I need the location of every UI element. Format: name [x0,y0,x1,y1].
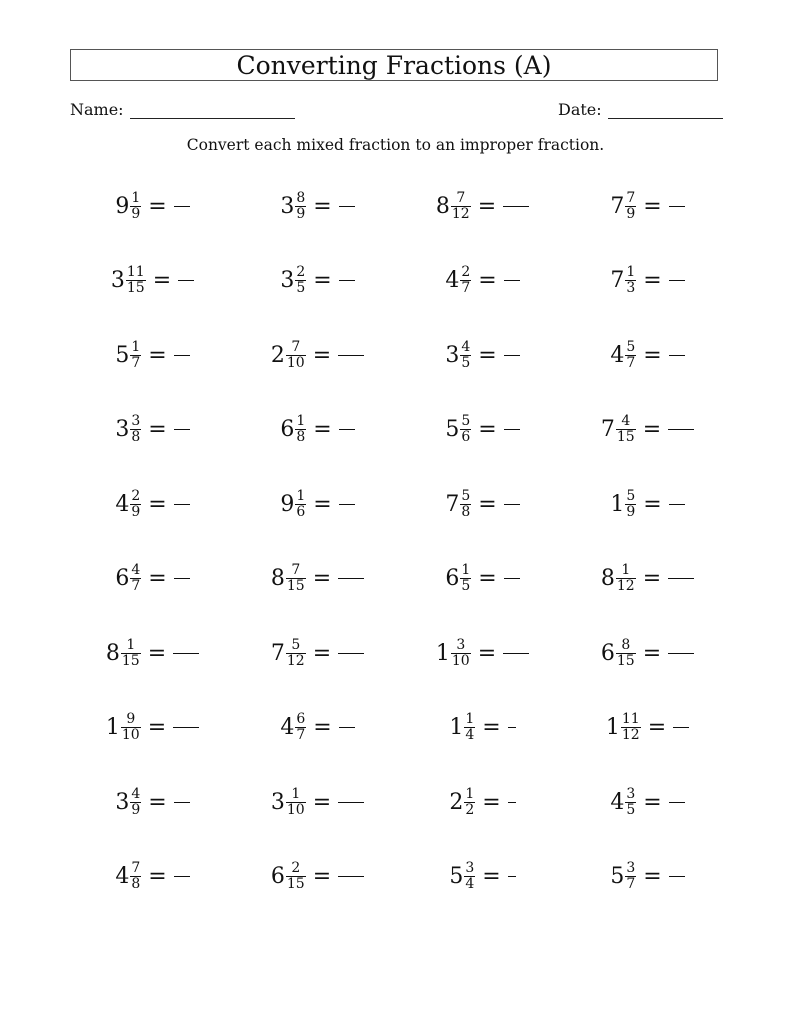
denominator: 5 [461,354,471,371]
equals-sign: = [148,342,167,368]
answer-blank[interactable] [669,504,685,505]
problem-item [565,617,730,689]
answer-blank[interactable] [174,429,190,430]
equals-sign: = [478,566,497,591]
worksheet-title: Converting Fractions (A) [236,50,552,80]
whole-number: 3 [280,268,295,293]
denominator: 4 [465,876,475,892]
denominator: 12 [616,578,635,594]
equals-sign: = [313,417,332,442]
whole-number: 4 [280,715,295,740]
numerator: 5 [626,487,636,504]
name-label: Name: [70,100,124,119]
denominator: 9 [131,503,141,520]
problem-item [235,841,400,913]
denominator: 8 [296,429,306,445]
whole-number: 8 [435,193,450,219]
problem-item [235,245,400,317]
whole-number: 7 [610,268,625,293]
equals-sign: = [642,566,662,591]
fraction [130,787,141,817]
problem-item [235,543,400,615]
fraction [295,489,306,519]
equals-sign: = [643,342,662,368]
numerator: 3 [626,860,636,877]
answer-blank[interactable] [174,504,190,505]
problem-item [70,170,235,242]
problem-item [235,319,400,391]
fraction [621,712,641,742]
denominator: 9 [626,205,636,222]
equals-sign: = [643,491,662,517]
equals-sign: = [148,491,167,517]
problem-item [400,319,565,391]
denominator: 7 [296,727,306,743]
answer-blank[interactable] [504,280,520,281]
fraction [625,861,636,891]
denominator: 10 [121,727,140,743]
denominator: 9 [296,205,306,222]
denominator: 3 [626,280,636,296]
denominator: 15 [286,876,305,892]
equals-sign: = [643,268,662,293]
whole-number: 4 [610,342,625,368]
whole-number: 6 [445,566,460,591]
denominator: 9 [131,205,141,222]
answer-blank[interactable] [339,280,355,281]
answer-blank[interactable] [338,876,364,877]
fraction [121,712,141,742]
problem-item [235,468,400,540]
answer-blank[interactable] [669,355,685,356]
problem-item [565,468,730,540]
instructions-text: Convert each mixed fraction to an improper fraction. [186,136,605,154]
whole-number: 4 [610,789,625,815]
denominator: 15 [121,652,140,669]
equals-sign: = [477,640,497,666]
denominator: 6 [296,503,306,520]
fraction [460,489,471,519]
whole-number: 4 [115,491,130,517]
equals-sign: = [478,491,497,517]
answer-blank[interactable] [339,429,355,430]
fraction [464,712,475,742]
problem-item [235,170,400,242]
fraction [451,638,471,668]
equals-sign: = [477,193,497,219]
answer-blank[interactable] [339,206,355,207]
whole-number: 5 [449,864,464,889]
problem-item [400,543,565,615]
equals-sign: = [147,715,167,740]
problem-item [400,468,565,540]
answer-blank[interactable] [673,727,689,728]
numerator: 7 [291,562,301,579]
denominator: 12 [451,205,470,222]
equals-sign: = [482,789,501,815]
numerator: 7 [131,860,141,877]
answer-blank[interactable] [668,653,694,654]
denominator: 7 [626,354,636,371]
fraction [286,861,306,891]
denominator: 12 [286,652,305,669]
problem-item [400,617,565,689]
fraction [616,638,636,668]
date-blank-line[interactable] [608,98,723,119]
whole-number: 3 [445,342,460,368]
problem-item [235,394,400,466]
answer-blank[interactable] [668,429,694,430]
answer-blank[interactable] [669,802,685,803]
answer-blank[interactable] [504,429,520,430]
answer-blank[interactable] [174,802,190,803]
whole-number: 4 [445,268,460,293]
numerator: 7 [291,338,301,355]
equals-sign: = [313,193,332,219]
fraction [295,414,306,444]
denominator: 5 [461,578,471,594]
denominator: 7 [131,578,141,594]
problem-item [565,692,730,764]
equals-sign: = [148,193,167,219]
problem-item [565,766,730,838]
name-field-row [70,98,295,119]
whole-number: 6 [115,566,130,591]
answer-blank[interactable] [173,727,199,728]
fraction [286,563,306,593]
problem-item [400,841,565,913]
numerator: 4 [461,338,471,355]
equals-sign: = [478,342,497,368]
equals-sign: = [312,789,332,815]
whole-number: 3 [280,193,295,219]
fraction [616,414,636,444]
numerator: 4 [131,785,141,802]
numerator: 1 [131,338,141,355]
numerator: 11 [126,264,145,281]
fraction [460,563,471,593]
whole-number: 3 [115,789,130,815]
denominator: 10 [286,354,305,371]
problem-item [400,170,565,242]
denominator: 4 [465,727,475,743]
answer-blank[interactable] [668,578,694,579]
denominator: 8 [131,876,141,892]
numerator: 1 [296,413,306,430]
fraction [286,787,306,817]
fraction [295,265,306,295]
whole-number: 1 [605,715,620,740]
answer-blank[interactable] [504,504,520,505]
whole-number: 1 [610,491,625,517]
answer-blank[interactable] [174,355,190,356]
problem-item [400,394,565,466]
name-blank-line[interactable] [130,98,295,119]
fraction [286,340,306,370]
numerator: 3 [131,413,141,430]
numerator: 3 [456,636,466,653]
denominator: 5 [296,280,306,296]
numerator: 2 [131,487,141,504]
denominator: 15 [616,429,635,445]
whole-number: 5 [445,417,460,442]
answer-blank[interactable] [508,727,516,728]
whole-number: 4 [115,864,130,889]
fraction [460,414,471,444]
equals-sign: = [148,566,167,591]
answer-blank[interactable] [503,653,529,654]
numerator: 1 [465,711,475,728]
equals-sign: = [647,715,667,740]
numerator: 1 [126,636,136,653]
numerator: 1 [626,264,636,281]
fraction [625,191,636,221]
problem-item [565,841,730,913]
equals-sign: = [642,417,662,442]
problem-item [70,617,235,689]
answer-blank[interactable] [669,206,685,207]
problem-item [235,617,400,689]
denominator: 8 [131,429,141,445]
numerator: 11 [621,711,640,728]
answer-blank[interactable] [178,280,194,281]
answer-blank[interactable] [504,578,520,579]
problem-item [70,468,235,540]
answer-blank[interactable] [504,355,520,356]
denominator: 10 [286,801,305,818]
problem-item [565,170,730,242]
whole-number: 1 [449,715,464,740]
problem-item [235,692,400,764]
problem-item [565,245,730,317]
answer-blank[interactable] [338,802,364,803]
numerator: 1 [296,487,306,504]
problem-item [70,394,235,466]
equals-sign: = [643,789,662,815]
numerator: 2 [461,264,471,281]
whole-number: 9 [115,193,130,219]
fraction [625,787,636,817]
problem-item [400,766,565,838]
equals-sign: = [643,193,662,219]
numerator: 1 [465,785,475,802]
numerator: 4 [621,413,631,430]
whole-number: 6 [600,640,615,666]
whole-number: 3 [270,789,285,815]
equals-sign: = [148,864,167,889]
equals-sign: = [152,268,172,293]
fraction [616,563,636,593]
whole-number: 8 [105,640,120,666]
numerator: 6 [296,711,306,728]
answer-blank[interactable] [669,280,685,281]
numerator: 9 [126,711,136,728]
answer-blank[interactable] [339,727,355,728]
numerator: 2 [291,860,301,877]
whole-number: 9 [280,491,295,517]
numerator: 5 [461,487,471,504]
numerator: 3 [465,860,475,877]
equals-sign: = [148,417,167,442]
equals-sign: = [313,715,332,740]
fraction [295,191,306,221]
problem-item [70,245,235,317]
whole-number: 7 [270,640,285,666]
equals-sign: = [147,640,167,666]
numerator: 1 [291,785,301,802]
problem-item [565,319,730,391]
fraction [130,563,141,593]
whole-number: 8 [270,566,285,591]
numerator: 1 [131,189,141,206]
fraction [130,414,141,444]
numerator: 8 [296,189,306,206]
fraction [460,340,471,370]
answer-blank[interactable] [173,653,199,654]
denominator: 12 [621,727,640,743]
denominator: 7 [461,280,471,296]
fraction [625,265,636,295]
fraction [130,489,141,519]
answer-blank[interactable] [669,876,685,877]
numerator: 1 [461,562,471,579]
equals-sign: = [478,268,497,293]
numerator: 2 [296,264,306,281]
whole-number: 7 [445,491,460,517]
answer-blank[interactable] [174,206,190,207]
numerator: 5 [291,636,301,653]
date-label: Date: [558,100,602,119]
equals-sign: = [313,491,332,517]
fraction [464,787,475,817]
equals-sign: = [642,640,662,666]
equals-sign: = [312,566,332,591]
fraction [130,191,141,221]
problem-item [565,394,730,466]
denominator: 10 [451,652,470,669]
equals-sign: = [313,268,332,293]
equals-sign: = [148,789,167,815]
whole-number: 1 [435,640,450,666]
whole-number: 2 [270,342,285,368]
whole-number: 2 [449,789,464,815]
whole-number: 5 [115,342,130,368]
whole-number: 1 [105,715,120,740]
problem-item [235,766,400,838]
denominator: 9 [626,503,636,520]
denominator: 2 [465,801,475,818]
numerator: 8 [621,636,631,653]
whole-number: 5 [610,864,625,889]
equals-sign: = [312,342,332,368]
fraction [625,489,636,519]
numerator: 5 [626,338,636,355]
answer-blank[interactable] [339,504,355,505]
numerator: 3 [626,785,636,802]
equals-sign: = [482,864,501,889]
fraction [286,638,306,668]
fraction [625,340,636,370]
denominator: 9 [131,801,141,818]
numerator: 5 [461,413,471,430]
answer-blank[interactable] [174,578,190,579]
problem-item [70,319,235,391]
denominator: 6 [461,429,471,445]
fraction [130,861,141,891]
whole-number: 7 [600,417,615,442]
whole-number: 7 [610,193,625,219]
denominator: 7 [626,876,636,892]
equals-sign: = [312,640,332,666]
answer-blank[interactable] [508,802,516,803]
problem-item [400,692,565,764]
whole-number: 3 [115,417,130,442]
answer-blank[interactable] [174,876,190,877]
whole-number: 6 [270,864,285,889]
fraction [460,265,471,295]
date-field-row [558,98,723,119]
equals-sign: = [643,864,662,889]
fraction [126,265,146,295]
denominator: 8 [461,503,471,520]
denominator: 15 [126,280,145,296]
problem-item [70,766,235,838]
fraction [130,340,141,370]
numerator: 7 [456,189,466,206]
problem-item [70,841,235,913]
worksheet-title-box [70,49,718,81]
denominator: 15 [286,578,305,594]
problem-item [565,543,730,615]
problem-item [400,245,565,317]
answer-blank[interactable] [338,653,364,654]
answer-blank[interactable] [508,876,516,877]
numerator: 7 [626,189,636,206]
whole-number: 8 [600,566,615,591]
whole-number: 3 [110,268,125,293]
numerator: 1 [621,562,631,579]
fraction [451,191,471,221]
equals-sign: = [478,417,497,442]
problem-item [70,543,235,615]
fraction [464,861,475,891]
numerator: 4 [131,562,141,579]
denominator: 5 [626,801,636,818]
equals-sign: = [312,864,332,889]
answer-blank[interactable] [338,355,364,356]
answer-blank[interactable] [338,578,364,579]
fraction [121,638,141,668]
whole-number: 6 [280,417,295,442]
fraction [295,712,306,742]
denominator: 7 [131,354,141,371]
problem-item [70,692,235,764]
denominator: 15 [616,652,635,669]
answer-blank[interactable] [503,206,529,207]
equals-sign: = [482,715,501,740]
